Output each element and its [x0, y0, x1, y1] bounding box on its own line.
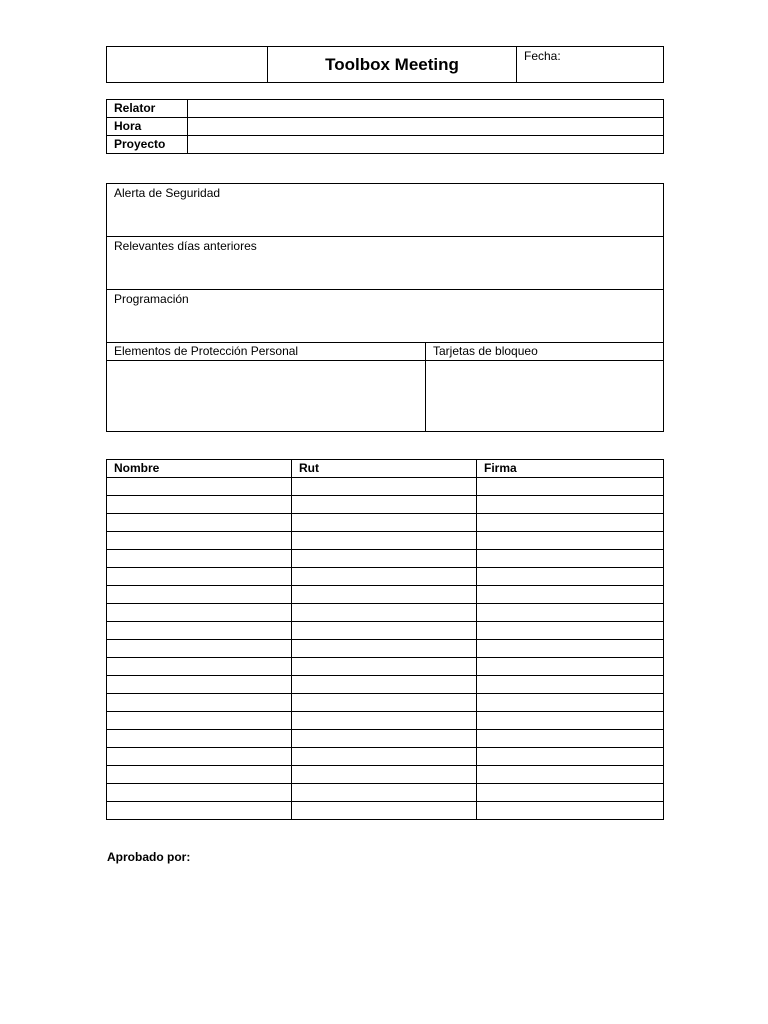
- lockout-cards-field[interactable]: [426, 361, 664, 432]
- firma-cell[interactable]: [477, 622, 664, 640]
- lockout-cards-label: Tarjetas de bloqueo: [426, 343, 664, 361]
- nombre-cell[interactable]: [107, 622, 292, 640]
- nombre-cell[interactable]: [107, 694, 292, 712]
- table-row: [107, 802, 664, 820]
- rut-cell[interactable]: [292, 478, 477, 496]
- safety-alert-field[interactable]: [107, 184, 664, 237]
- schedule-label: Programación: [114, 292, 189, 306]
- rut-cell[interactable]: [292, 640, 477, 658]
- nombre-cell[interactable]: [107, 658, 292, 676]
- previous-days-field[interactable]: [107, 237, 664, 290]
- firma-cell[interactable]: [477, 604, 664, 622]
- column-header-rut: Rut: [292, 460, 477, 478]
- firma-cell[interactable]: [477, 658, 664, 676]
- nombre-cell[interactable]: [107, 604, 292, 622]
- firma-cell[interactable]: [477, 514, 664, 532]
- rut-cell[interactable]: [292, 784, 477, 802]
- rut-cell[interactable]: [292, 586, 477, 604]
- nombre-cell[interactable]: [107, 532, 292, 550]
- firma-cell[interactable]: [477, 712, 664, 730]
- nombre-cell[interactable]: [107, 784, 292, 802]
- rut-cell[interactable]: [292, 766, 477, 784]
- table-row: [107, 694, 664, 712]
- table-row: [107, 676, 664, 694]
- table-row: [107, 514, 664, 532]
- form-header: [106, 46, 664, 83]
- nombre-cell[interactable]: [107, 478, 292, 496]
- relator-label: Relator: [107, 100, 188, 118]
- table-row: [107, 766, 664, 784]
- nombre-cell[interactable]: [107, 676, 292, 694]
- column-header-firma: Firma: [477, 460, 664, 478]
- nombre-cell[interactable]: [107, 802, 292, 820]
- relator-field[interactable]: [188, 100, 664, 118]
- firma-cell[interactable]: [477, 478, 664, 496]
- table-row: [107, 478, 664, 496]
- firma-cell[interactable]: [477, 766, 664, 784]
- previous-days-label: Relevantes días anteriores: [114, 239, 257, 253]
- attendance-rows: [107, 478, 664, 820]
- firma-cell[interactable]: [477, 694, 664, 712]
- nombre-cell[interactable]: [107, 568, 292, 586]
- table-row: [107, 532, 664, 550]
- table-row: [107, 604, 664, 622]
- nombre-cell[interactable]: [107, 748, 292, 766]
- firma-cell[interactable]: [477, 730, 664, 748]
- proyecto-field[interactable]: [188, 136, 664, 154]
- firma-cell[interactable]: [477, 586, 664, 604]
- rut-cell[interactable]: [292, 658, 477, 676]
- rut-cell[interactable]: [292, 550, 477, 568]
- firma-cell[interactable]: [477, 568, 664, 586]
- rut-cell[interactable]: [292, 568, 477, 586]
- table-row: [107, 658, 664, 676]
- firma-cell[interactable]: [477, 748, 664, 766]
- table-row: [107, 568, 664, 586]
- rut-cell[interactable]: [292, 676, 477, 694]
- rut-cell[interactable]: [292, 622, 477, 640]
- table-row: [107, 730, 664, 748]
- schedule-field[interactable]: [107, 290, 664, 343]
- nombre-cell[interactable]: [107, 514, 292, 532]
- safety-alert-label: Alerta de Seguridad: [114, 186, 221, 200]
- nombre-cell[interactable]: [107, 586, 292, 604]
- rut-cell[interactable]: [292, 712, 477, 730]
- nombre-cell[interactable]: [107, 496, 292, 514]
- nombre-cell[interactable]: [107, 730, 292, 748]
- firma-cell[interactable]: [477, 802, 664, 820]
- nombre-cell[interactable]: [107, 550, 292, 568]
- rut-cell[interactable]: [292, 514, 477, 532]
- table-row: [107, 550, 664, 568]
- nombre-cell[interactable]: [107, 766, 292, 784]
- firma-cell[interactable]: [477, 784, 664, 802]
- firma-cell[interactable]: [477, 496, 664, 514]
- hora-field[interactable]: [188, 118, 664, 136]
- ppe-label: Elementos de Protección Personal: [107, 343, 426, 361]
- date-field[interactable]: [517, 47, 664, 83]
- nombre-cell[interactable]: [107, 640, 292, 658]
- rut-cell[interactable]: [292, 802, 477, 820]
- table-row: [107, 622, 664, 640]
- date-label: Fecha:: [524, 49, 561, 63]
- proyecto-label: Proyecto: [107, 136, 188, 154]
- rut-cell[interactable]: [292, 694, 477, 712]
- rut-cell[interactable]: [292, 496, 477, 514]
- firma-cell[interactable]: [477, 550, 664, 568]
- rut-cell[interactable]: [292, 748, 477, 766]
- ppe-field[interactable]: [107, 361, 426, 432]
- rut-cell[interactable]: [292, 730, 477, 748]
- nombre-cell[interactable]: [107, 712, 292, 730]
- page-title: Toolbox Meeting: [268, 47, 517, 83]
- table-row: [107, 496, 664, 514]
- table-row: [107, 640, 664, 658]
- firma-cell[interactable]: [477, 532, 664, 550]
- rut-cell[interactable]: [292, 532, 477, 550]
- table-row: [107, 712, 664, 730]
- firma-cell[interactable]: [477, 640, 664, 658]
- hora-label: Hora: [107, 118, 188, 136]
- firma-cell[interactable]: [477, 676, 664, 694]
- approved-by-label: Aprobado por:: [107, 850, 191, 864]
- attendance-table: [106, 459, 664, 820]
- info-table: [106, 99, 664, 154]
- table-row: [107, 748, 664, 766]
- sections-table: [106, 183, 664, 432]
- rut-cell[interactable]: [292, 604, 477, 622]
- table-row: [107, 784, 664, 802]
- table-row: [107, 586, 664, 604]
- logo-cell: [107, 47, 268, 83]
- column-header-nombre: Nombre: [107, 460, 292, 478]
